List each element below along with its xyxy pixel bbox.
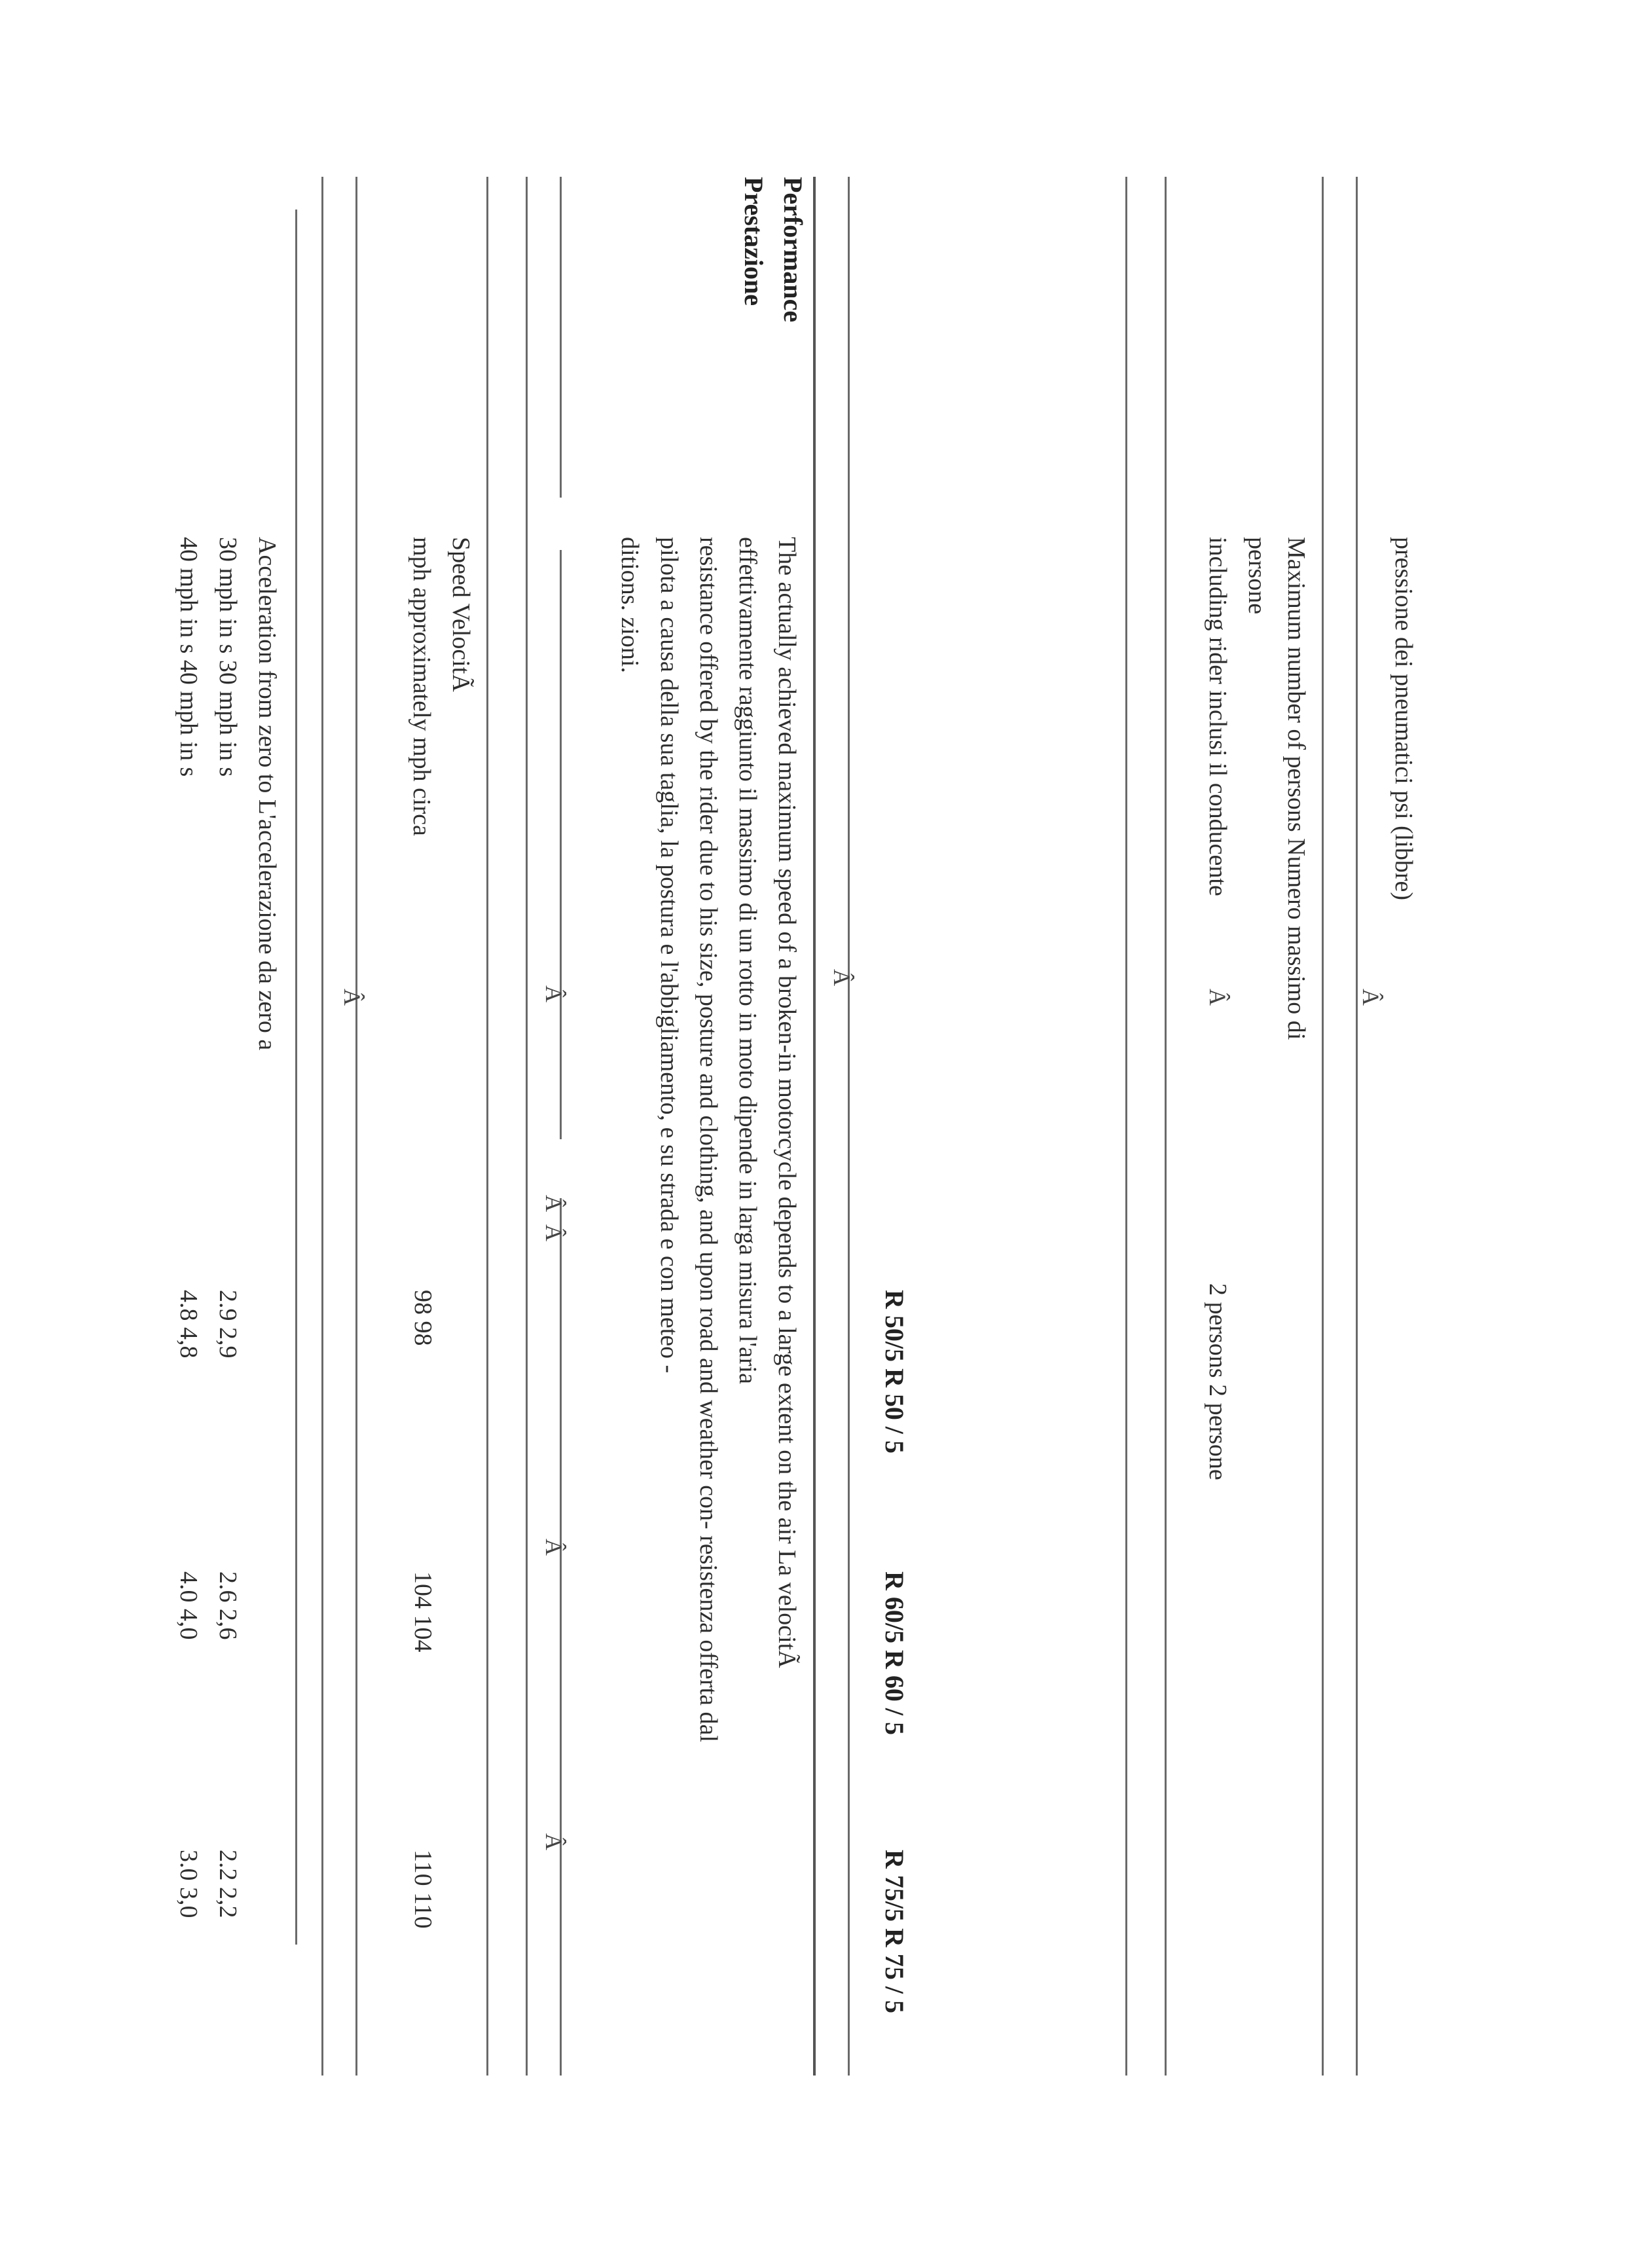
table-rule [560, 1198, 562, 2076]
model-header-r60: R 60/5 R 60 / 5 [880, 1571, 909, 1735]
accel-40-r50: 4.8 4,8 [175, 1290, 202, 1359]
max-persons-mark: Â [1205, 989, 1231, 1006]
acceleration-label-line: 30 mph in s 30 mph in s [214, 537, 242, 777]
table-rule [560, 177, 562, 498]
table-rule [321, 177, 323, 2076]
section-title-en: Performance [778, 177, 808, 323]
table-rule [486, 177, 488, 2076]
table-rule [1322, 177, 1324, 2076]
description-line: resistance offered by the rider due to his size, posture and clothing, and upon road and weather con- resistenza offerta dal [695, 537, 722, 1742]
row-mark: Â [541, 985, 567, 1002]
description-line: The actually achieved maximum speed of a broken-in motorcycle depends to a large extent on the air La velocitÃ [773, 537, 801, 1668]
table-rule [526, 177, 528, 2076]
tire-pressure-mark: Â [1358, 989, 1384, 1006]
acceleration-label-line: Acceleration from zero to L'accelerazione da zero a [253, 537, 281, 1051]
table-rule [813, 177, 816, 2076]
model-header-r50: R 50/5 R 50 / 5 [880, 1290, 909, 1454]
description-line: effettivamente raggiunto il massimo di un rotto in moto dipende in larga misura l'aria [734, 537, 761, 1384]
description-line: ditions. zioni. [616, 537, 644, 673]
speed-value-r50: 98 98 [409, 1290, 437, 1346]
max-persons-label [1198, 537, 1316, 1040]
description-line: pilota a causa della sua taglia, la postura e l'abbigliamento, e su strada e con meteo - [655, 537, 683, 1374]
row-mark: Â [541, 1539, 567, 1556]
acceleration-label [169, 537, 287, 1050]
accel-40-r75: 3.0 3,0 [175, 1850, 202, 1918]
max-persons-label-line: including rider inclusi il conducente [1204, 537, 1231, 896]
max-persons-label-line: persone [1243, 537, 1271, 615]
row-mark: Â [541, 1195, 567, 1212]
model-row-mark: Â [829, 969, 855, 986]
accel-40-r60: 4.0 4,0 [175, 1571, 202, 1640]
speed-label [402, 537, 481, 836]
speed-value-r75: 110 110 [409, 1850, 437, 1929]
table-rule [848, 177, 850, 2076]
table-rule [1356, 177, 1358, 2076]
speed-mark: Â [339, 989, 365, 1006]
max-persons-value: 2 persons 2 persone [1204, 1283, 1231, 1480]
speed-value-r60: 104 104 [409, 1571, 437, 1653]
section-title [734, 177, 812, 322]
table-rule [295, 210, 297, 1945]
accel-30-r50: 2.9 2,9 [214, 1290, 242, 1359]
table-rule [1165, 177, 1167, 2076]
row-mark: Â [541, 1224, 567, 1241]
performance-description [610, 537, 807, 1742]
accel-30-r60: 2.6 2,6 [214, 1571, 242, 1640]
section-title-it: Prestazione [739, 177, 769, 306]
accel-30-r75: 2.2 2,2 [214, 1850, 242, 1918]
tire-pressure-label: pressione dei pneumatici psi (libbre) [1390, 537, 1417, 901]
max-persons-label-line: Maximum number of persons Numero massimo di [1282, 537, 1310, 1040]
speed-label-line: Speed VelocitÃ [447, 537, 475, 692]
table-rule [355, 177, 357, 2076]
row-mark: Â [541, 1833, 567, 1850]
acceleration-label-line: 40 mph in s 40 mph in s [175, 537, 202, 777]
table-rule [560, 550, 562, 1139]
table-rule [1125, 177, 1127, 2076]
speed-label-line: mph approximately mph circa [408, 537, 435, 836]
model-header-r75: R 75/5 R 75 / 5 [880, 1850, 909, 2013]
